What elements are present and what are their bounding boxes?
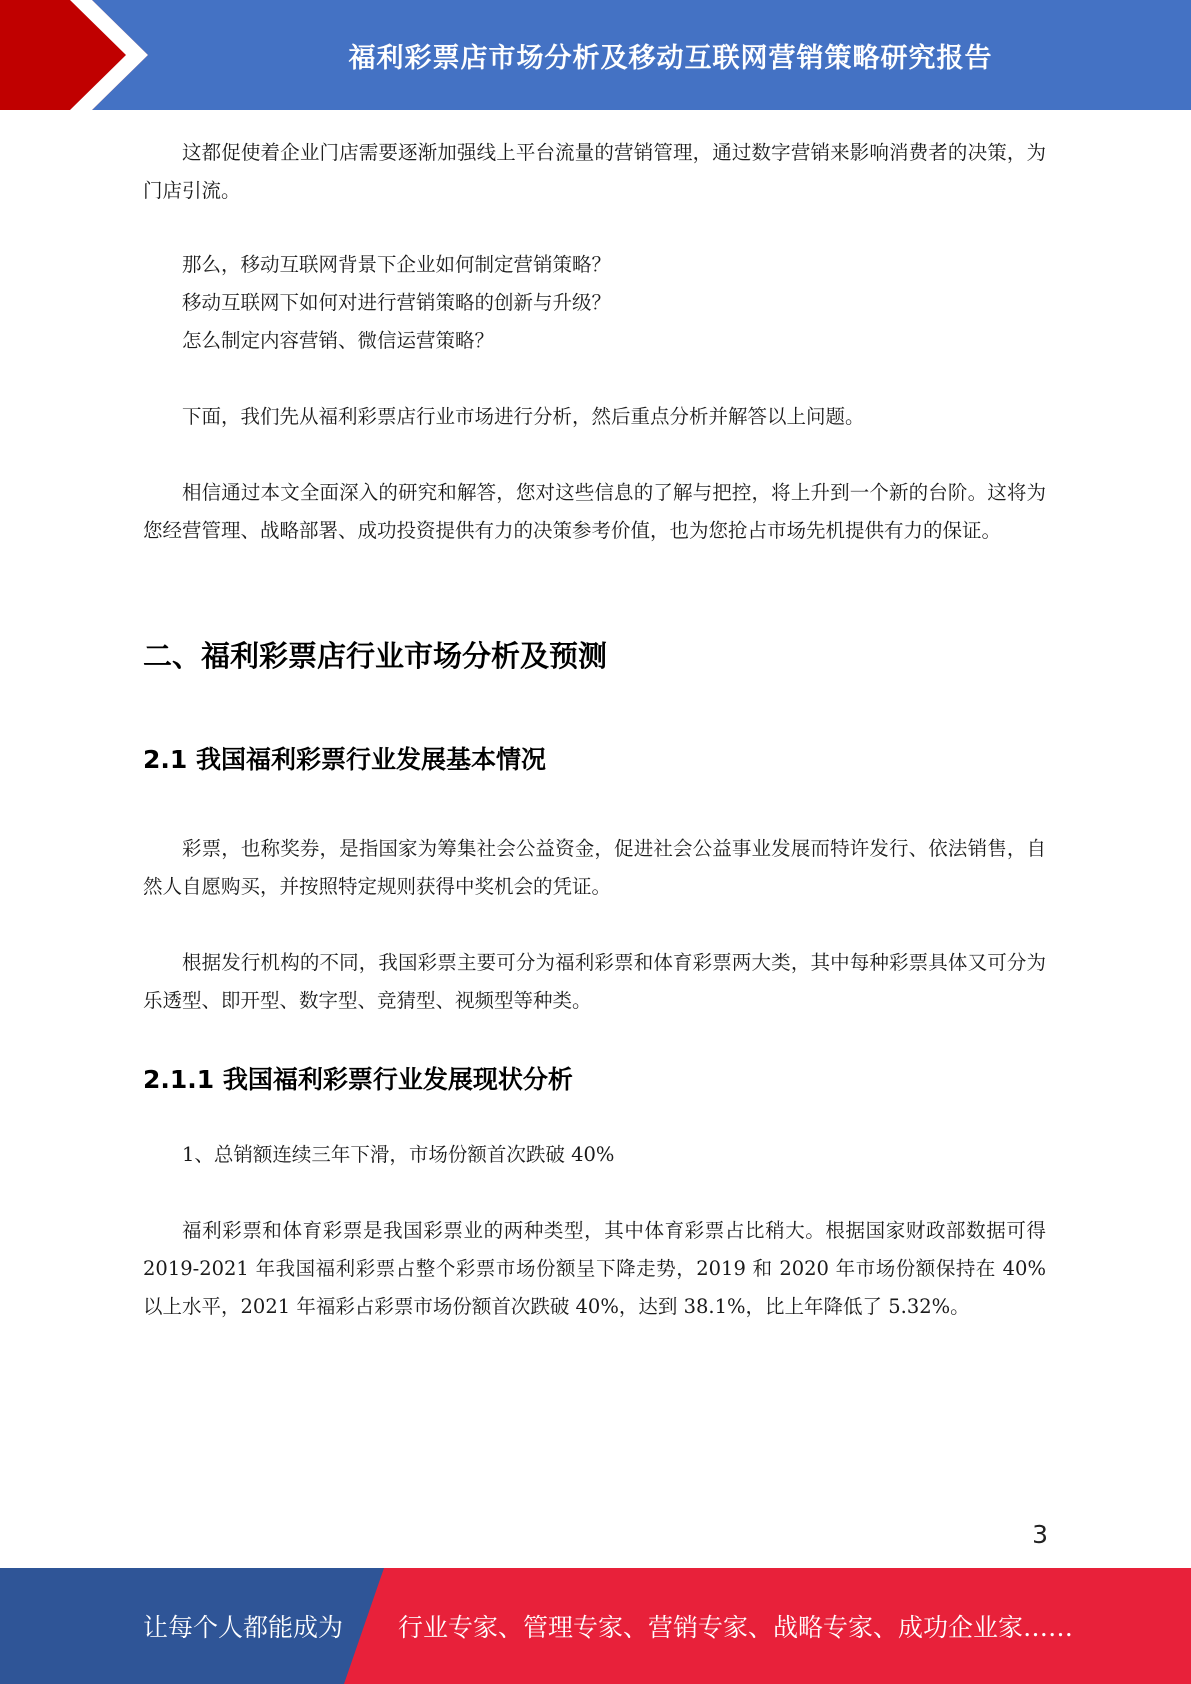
paragraph-belief: 相信通过本文全面深入的研究和解答，您对这些信息的了解与把控，将上升到一个新的台阶。这将为您经营管理、战略部署、成功投资提供有力的决策参考价值，也为您抢占市场先机提供有力的保证。 — [143, 481, 1046, 542]
page-number: 3 — [1032, 1520, 1048, 1549]
paragraph-lottery-types: 根据发行机构的不同，我国彩票主要可分为福利彩票和体育彩票两大类，其中每种彩票具体又可分为乐透型、即开型、数字型、竞猜型、视频型等种类。 — [143, 951, 1046, 1012]
footer-slogan-right: 行业专家、管理专家、营销专家、战略专家、成功企业家…… — [398, 1613, 1074, 1642]
red-arrow-shape — [0, 0, 148, 110]
section-heading-2: 二、福利彩票店行业市场分析及预测 — [143, 639, 608, 673]
header-red-arrow-decoration — [0, 0, 160, 110]
point-1: 1、总销额连续三年下滑，市场份额首次跌破 40% — [182, 1143, 615, 1166]
footer-slogan-left: 让每个人都能成为 — [143, 1613, 344, 1642]
paragraph-market-share: 福利彩票和体育彩票是我国彩票业的两种类型，其中体育彩票占比稍大。根据国家财政部数据可得 2019-2021 年我国福利彩票占整个彩票市场份额呈下降走势，2019 和 2020 年市场份额保持在 40%以上水平，2021 年福彩占彩票市场份额首次跌破 40%，达到 38.1%，比上年降低了 5.32%。 — [143, 1219, 1046, 1318]
report-title: 福利彩票店市场分析及移动互联网营销策略研究报告 — [348, 42, 993, 74]
paragraph-next: 下面，我们先从福利彩票店行业市场进行分析，然后重点分析并解答以上问题。 — [182, 405, 865, 428]
question-1: 那么，移动互联网背景下企业如何制定营销策略？ — [182, 253, 612, 276]
question-2: 移动互联网下如何对进行营销策略的创新与升级？ — [182, 291, 612, 314]
header-banner — [0, 0, 1191, 110]
paragraph-intro: 这都促使着企业门店需要逐渐加强线上平台流量的营销管理，通过数字营销来影响消费者的决策，为门店引流。 — [143, 141, 1046, 202]
subsection-heading-2-1-1: 2.1.1 我国福利彩票行业发展现状分析 — [143, 1065, 573, 1094]
paragraph-lottery-definition: 彩票，也称奖券，是指国家为筹集社会公益资金，促进社会公益事业发展而特许发行、依法销售，自然人自愿购买，并按照特定规则获得中奖机会的凭证。 — [143, 837, 1046, 898]
subsection-heading-2-1: 2.1 我国福利彩票行业发展基本情况 — [143, 745, 546, 774]
question-3: 怎么制定内容营销、微信运营策略？ — [182, 329, 495, 352]
footer-banner — [0, 1568, 1191, 1684]
